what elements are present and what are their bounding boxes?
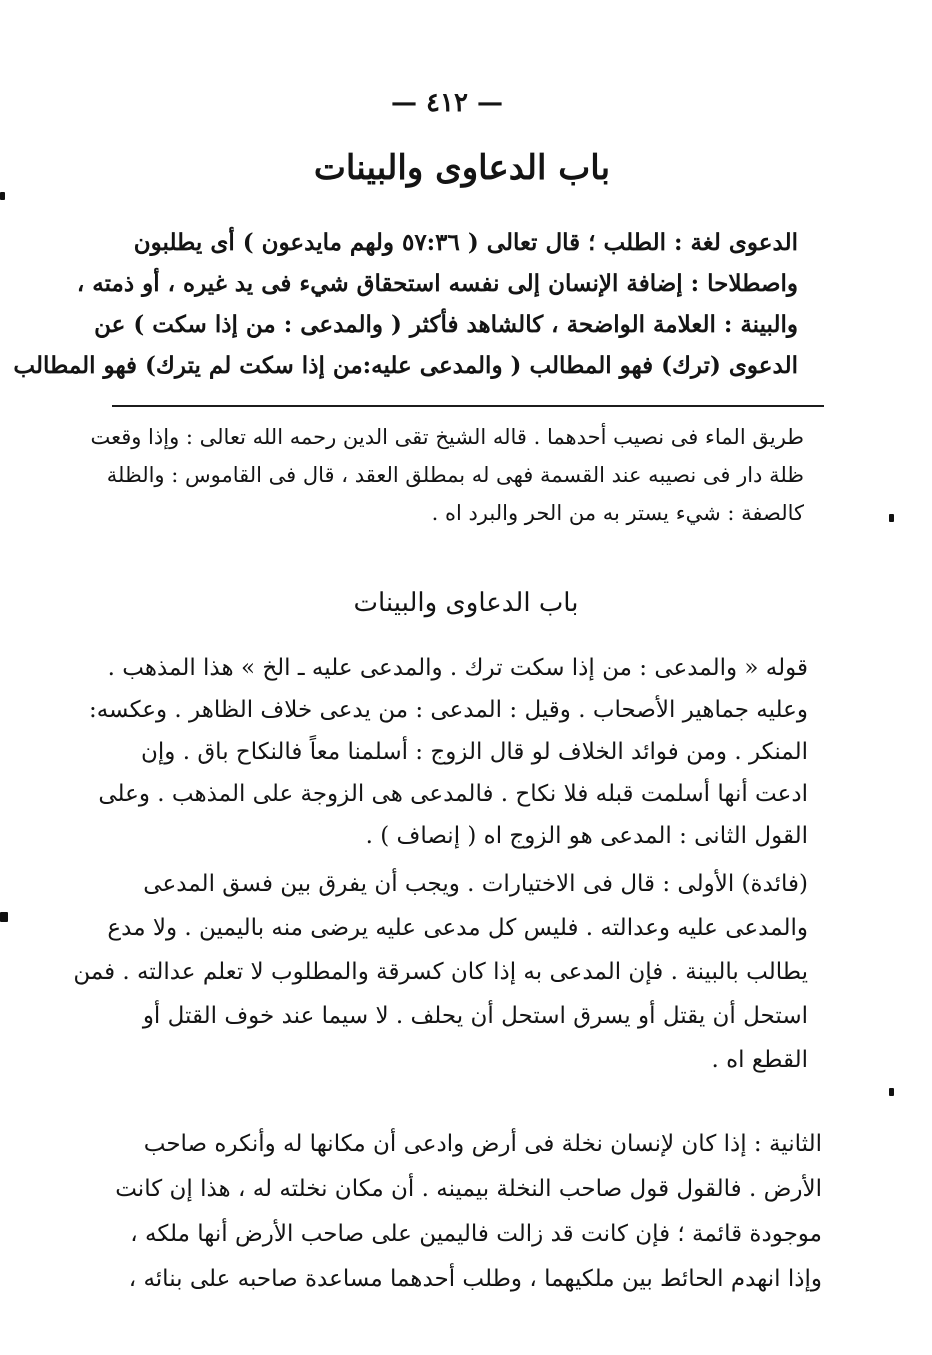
paragraph-first-note bbox=[73, 862, 808, 1082]
paragraph-claimant-definition bbox=[88, 647, 808, 857]
paragraph-line: استحل أن يقتل أو يسرق استحل أن يحلف . لا سيما عند خوف القتل أو bbox=[142, 1003, 808, 1029]
commentary-text bbox=[90, 418, 804, 532]
right-margin-mark bbox=[889, 1088, 894, 1096]
left-margin-mark bbox=[0, 192, 5, 200]
paragraph-line: ادعت أنها أسلمت قبله فلا نكاح . فالمدعى هى الزوجة على المذهب . وعلى bbox=[98, 781, 808, 807]
separator-rule bbox=[112, 405, 824, 407]
paragraph-line: القطع اه . bbox=[711, 1047, 808, 1073]
paragraph-line: والمدعى عليه وعدالته . فليس كل مدعى عليه يرضى منه باليمين . ولا مدع bbox=[107, 915, 808, 941]
commentary-line: كالصفة : شيء يستر به من الحر والبرد اه . bbox=[431, 501, 804, 525]
paragraph-second-note bbox=[115, 1122, 822, 1302]
chapter-title: باب الدعاوى والبينات bbox=[313, 148, 611, 188]
paragraph-line: موجودة قائمة ؛ فإن كانت قد زالت فاليمين على صاحب الأرض أنها ملكه ، bbox=[130, 1221, 822, 1247]
commentary-line: طريق الماء فى نصيب أحدهما . قاله الشيخ تقى الدين رحمه الله تعالى : وإذا وقعت bbox=[90, 425, 804, 449]
left-margin-mark bbox=[0, 912, 8, 922]
paragraph-line: وإذا انهدم الحائط بين ملكيهما ، وطلب أحدهما مساعدة صاحبه على بنائه ، bbox=[128, 1266, 822, 1292]
commentary-line: ظلة دار فى نصيبه عند القسمة فهى له بمطلق العقد ، قال فى القاموس : والظلة bbox=[106, 463, 804, 487]
paragraph-line: وعليه جماهير الأصحاب . وقيل : المدعى : من يدعى خلاف الظاهر . وعكسه: bbox=[88, 697, 808, 723]
main-text-line: الدعوى لغة : الطلب ؛ قال تعالى ( ٥٧:٣٦ ولهم مايدعون ) أى يطلبون bbox=[133, 229, 798, 256]
section-heading: باب الدعاوى والبينات bbox=[353, 588, 579, 618]
paragraph-line: الأرض . فالقول قول صاحب النخلة بيمينه . أن مكان نخلته له ، هذا إن كانت bbox=[115, 1176, 822, 1202]
main-text-line: الدعوى (ترك) فهو المطالب ( والمدعى عليه:من إذا سكت لم يترك) فهو المطالب bbox=[13, 352, 798, 379]
paragraph-line: القول الثانى : المدعى هو الزوج اه ( إنصاف ) . bbox=[365, 823, 808, 849]
paragraph-line: الثانية : إذا كان لإنسان نخلة فى أرض وادعى أن مكانها له وأنكره صاحب bbox=[143, 1131, 822, 1157]
main-text bbox=[13, 222, 798, 386]
right-margin-mark bbox=[889, 514, 894, 522]
paragraph-line: (فائدة) الأولى : قال فى الاختيارات . ويجب أن يفرق بين فسق المدعى bbox=[143, 871, 808, 897]
paragraph-line: يطالب بالبينة . فإن المدعى به إذا كان كسرقة والمطلوب لا تعلم عدالته . فمن bbox=[73, 959, 808, 985]
main-text-line: والبينة : العلامة الواضحة ، كالشاهد فأكثر ( والمدعى : من إذا سكت ) عن bbox=[94, 311, 798, 338]
main-text-line: واصطلاحا : إضافة الإنسان إلى نفسه استحقاق شيء فى يد غيره ، أو ذمته ، bbox=[76, 270, 798, 297]
paragraph-line: المنكر . ومن فوائد الخلاف لو قال الزوج : أسلمنا معاً فالنكاح باق . وإن bbox=[141, 739, 808, 765]
page-number: — ٤١٢ — bbox=[390, 88, 504, 118]
paragraph-line: قوله « والمدعى : من إذا سكت ترك . والمدعى عليه ـ الخ » هذا المذهب . bbox=[107, 655, 808, 681]
